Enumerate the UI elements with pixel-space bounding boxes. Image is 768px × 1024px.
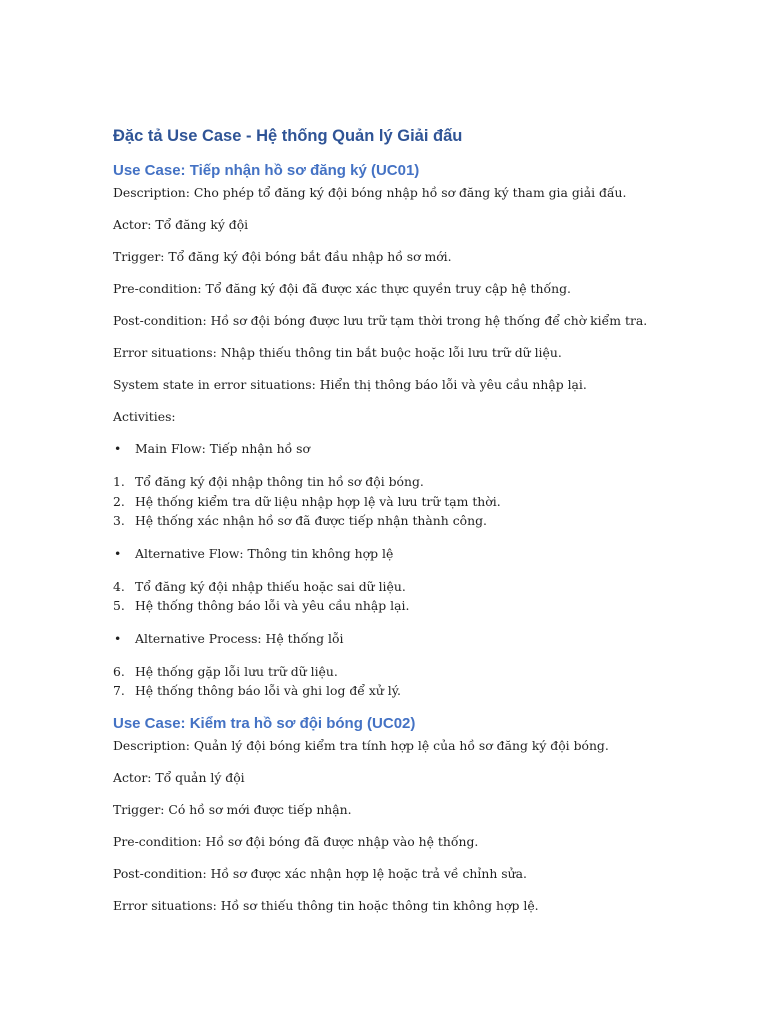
flow-bullet-alternative-process [113, 630, 713, 648]
uc01-heading: Use Case: Tiếp nhận hồ sơ đăng ký (UC01) [113, 162, 420, 179]
step-number: 4. [113, 578, 125, 594]
step-text: Hệ thống thông báo lỗi và ghi log để xử lý. [135, 683, 401, 698]
step-text: Tổ đăng ký đội nhập thông tin hồ sơ đội bóng. [135, 474, 424, 489]
step-number: 7. [113, 683, 125, 698]
alternative-process-steps [113, 662, 713, 701]
step-text: Hệ thống kiểm tra dữ liệu nhập hợp lệ và lưu trữ tạm thời. [135, 493, 501, 509]
uc02-heading: Use Case: Kiểm tra hồ sơ đội bóng (UC02) [113, 714, 416, 732]
uc01-postcondition: Post-condition: Hồ sơ đội bóng được lưu trữ tạm thời trong hệ thống để chờ kiểm tra. [113, 313, 648, 328]
uc02-trigger: Trigger: Có hồ sơ mới được tiếp nhận. [113, 801, 352, 817]
step-number: 3. [113, 513, 125, 528]
uc01-actor: Actor: Tổ đăng ký đội [113, 217, 249, 232]
uc01-description: Description: Cho phép tổ đăng ký đội bóng nhập hồ sơ đăng ký tham gia giải đấu. [113, 185, 627, 200]
flow-bullet-main [113, 440, 713, 458]
uc01-error-situations: Error situations: Nhập thiếu thông tin bắt buộc hoặc lỗi lưu trữ dữ liệu. [113, 345, 562, 360]
step-text: Tổ đăng ký đội nhập thiếu hoặc sai dữ liệu. [135, 578, 406, 594]
bullet-dot-icon: • [114, 630, 122, 646]
step-number: 1. [113, 474, 125, 489]
list-item [113, 511, 713, 531]
step-text: Hệ thống thông báo lỗi và yêu cầu nhập lại. [135, 598, 410, 613]
alternative-flow-steps [113, 577, 713, 616]
bullet-dot-icon: • [114, 545, 122, 561]
flow-label: Alternative Flow: Thông tin không hợp lệ [135, 545, 394, 561]
step-number: 6. [113, 663, 125, 679]
step-text: Hệ thống xác nhận hồ sơ đã được tiếp nhận thành công. [135, 513, 487, 528]
document-page [113, 123, 713, 929]
uc01-system-state: System state in error situations: Hiển thị thông báo lỗi và yêu cầu nhập lại. [113, 377, 587, 392]
list-item [113, 662, 713, 682]
uc02-postcondition: Post-condition: Hồ sơ được xác nhận hợp lệ hoặc trả về chỉnh sửa. [113, 865, 527, 881]
list-item [113, 596, 713, 616]
uc02-error-situations: Error situations: Hồ sơ thiếu thông tin hoặc thông tin không hợp lệ. [113, 897, 539, 913]
uc01-trigger: Trigger: Tổ đăng ký đội bóng bắt đầu nhập hồ sơ mới. [113, 249, 452, 264]
uc01-activities-label: Activities: [113, 409, 176, 424]
flow-label: Alternative Process: Hệ thống lỗi [135, 630, 344, 646]
flow-label: Main Flow: Tiếp nhận hồ sơ [135, 441, 310, 456]
list-item [113, 492, 713, 512]
main-flow-steps [113, 472, 713, 531]
step-number: 5. [113, 598, 125, 613]
list-item [113, 577, 713, 597]
flow-bullet-alternative [113, 545, 713, 563]
list-item [113, 472, 713, 492]
bullet-dot-icon: • [114, 441, 122, 456]
step-text: Hệ thống gặp lỗi lưu trữ dữ liệu. [135, 663, 338, 679]
document-title: Đặc tả Use Case - Hệ thống Quản lý Giải đấu [113, 127, 463, 145]
list-item [113, 681, 713, 701]
uc02-description: Description: Quản lý đội bóng kiểm tra tính hợp lệ của hồ sơ đăng ký đội bóng. [113, 737, 609, 753]
step-number: 2. [113, 493, 125, 509]
uc01-precondition: Pre-condition: Tổ đăng ký đội đã được xác thực quyền truy cập hệ thống. [113, 281, 571, 296]
uc02-precondition: Pre-condition: Hồ sơ đội bóng đã được nhập vào hệ thống. [113, 833, 479, 849]
uc02-actor: Actor: Tổ quản lý đội [113, 769, 245, 785]
